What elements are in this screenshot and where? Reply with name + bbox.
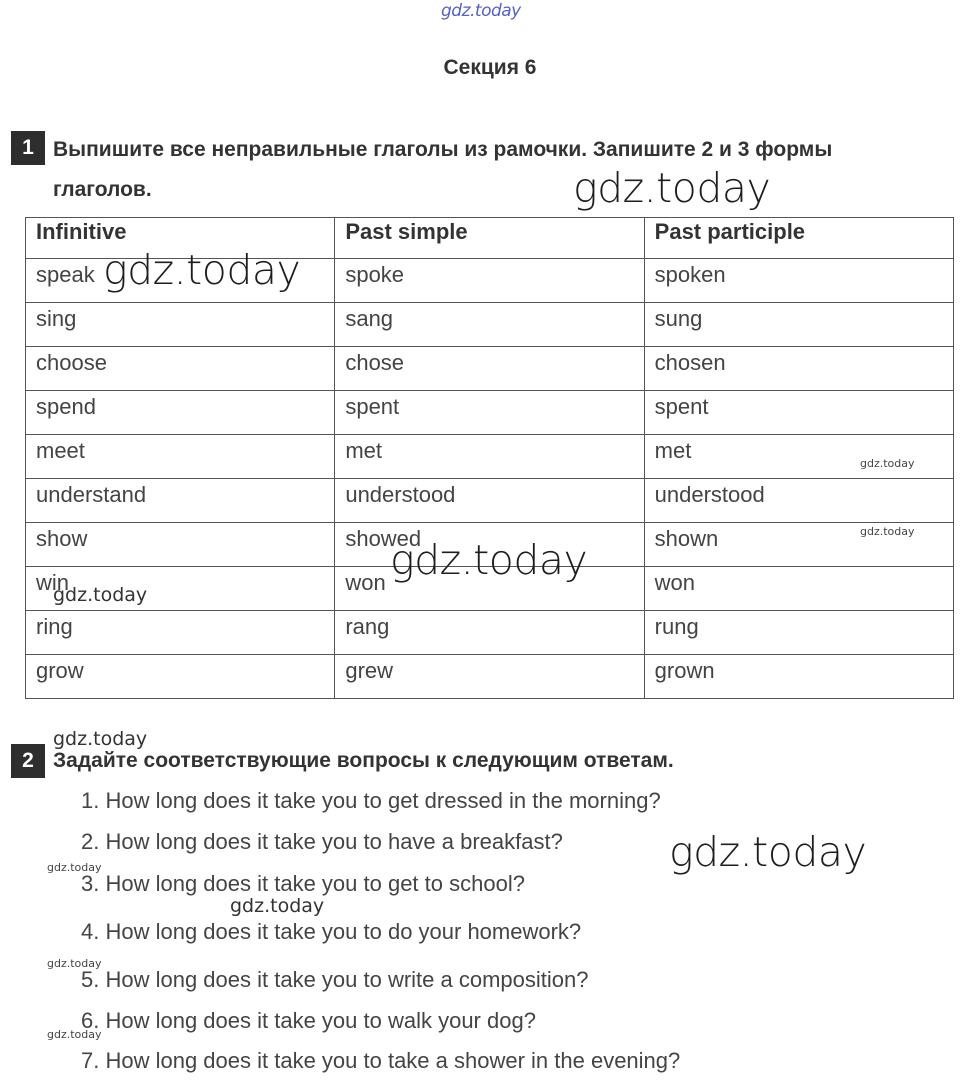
cell-infinitive: understand xyxy=(26,479,335,523)
watermark: gdz.today xyxy=(860,457,915,470)
cell-past-simple: spoke xyxy=(335,259,644,303)
cell-past-simple: won xyxy=(335,567,644,611)
section-title: Секция 6 xyxy=(443,56,537,79)
list-item: 5. How long does it take you to write a composition? xyxy=(81,967,589,992)
column-header-infinitive: Infinitive xyxy=(26,218,335,259)
task-1-instruction-line-2: глаголов. xyxy=(53,178,152,201)
table-row xyxy=(26,303,954,347)
cell-infinitive: win xyxy=(26,567,335,611)
watermark: gdz.today xyxy=(230,895,325,917)
column-header-past-participle: Past participle xyxy=(644,218,953,259)
watermark: gdz.today xyxy=(47,1028,102,1041)
cell-infinitive: sing xyxy=(26,303,335,347)
task-1-number: 1 xyxy=(11,131,45,165)
task-2-number: 2 xyxy=(11,744,45,778)
watermark: gdz.today xyxy=(573,164,771,212)
cell-infinitive: ring xyxy=(26,611,335,655)
watermark: gdz.today xyxy=(47,957,102,970)
cell-past-participle: sung xyxy=(644,303,953,347)
cell-past-participle: chosen xyxy=(644,347,953,391)
cell-past-participle: won xyxy=(644,567,953,611)
cell-past-participle: met xyxy=(644,435,953,479)
table-row xyxy=(26,655,954,699)
cell-past-simple: grew xyxy=(335,655,644,699)
list-item: 3. How long does it take you to get to school? xyxy=(81,871,525,896)
cell-infinitive: grow xyxy=(26,655,335,699)
watermark: gdz.today xyxy=(103,246,301,294)
cell-infinitive: meet xyxy=(26,435,335,479)
cell-past-simple: understood xyxy=(335,479,644,523)
task-2-instruction: Задайте соответствующие вопросы к следующим ответам. xyxy=(53,749,674,772)
cell-past-simple: rang xyxy=(335,611,644,655)
cell-past-simple: met xyxy=(335,435,644,479)
cell-past-participle: shown xyxy=(644,523,953,567)
cell-past-participle: understood xyxy=(644,479,953,523)
list-item: 1. How long does it take you to get dressed in the morning? xyxy=(81,788,661,813)
cell-past-participle: spoken xyxy=(644,259,953,303)
watermark: gdz.today xyxy=(53,728,148,750)
list-item: 6. How long does it take you to walk your dog? xyxy=(81,1008,536,1033)
cell-past-simple: sang xyxy=(335,303,644,347)
list-item: 4. How long does it take you to do your homework? xyxy=(81,919,582,944)
table-row xyxy=(26,611,954,655)
cell-past-participle: grown xyxy=(644,655,953,699)
cell-infinitive: spend xyxy=(26,391,335,435)
watermark-top: gdz.today xyxy=(441,1,521,21)
list-item: 7. How long does it take you to take a shower in the evening? xyxy=(81,1048,681,1073)
table-row xyxy=(26,347,954,391)
cell-past-simple: showed xyxy=(335,523,644,567)
table-row xyxy=(26,479,954,523)
watermark: gdz.today xyxy=(860,525,915,538)
cell-infinitive: choose xyxy=(26,347,335,391)
task-1-instruction-line-1: Выпишите все неправильные глаголы из рамочки. Запишите 2 и 3 формы xyxy=(53,138,833,161)
watermark: gdz.today xyxy=(390,536,588,584)
cell-past-participle: spent xyxy=(644,391,953,435)
list-item: 2. How long does it take you to have a breakfast? xyxy=(81,829,563,854)
watermark: gdz.today xyxy=(53,584,148,606)
cell-past-participle: rung xyxy=(644,611,953,655)
column-header-past-simple: Past simple xyxy=(335,218,644,259)
table-row xyxy=(26,391,954,435)
table-row xyxy=(26,435,954,479)
watermark: gdz.today xyxy=(669,828,867,876)
cell-infinitive: speak xyxy=(26,259,335,303)
watermark: gdz.today xyxy=(47,861,102,874)
cell-infinitive: show xyxy=(26,523,335,567)
cell-past-simple: spent xyxy=(335,391,644,435)
cell-past-simple: chose xyxy=(335,347,644,391)
